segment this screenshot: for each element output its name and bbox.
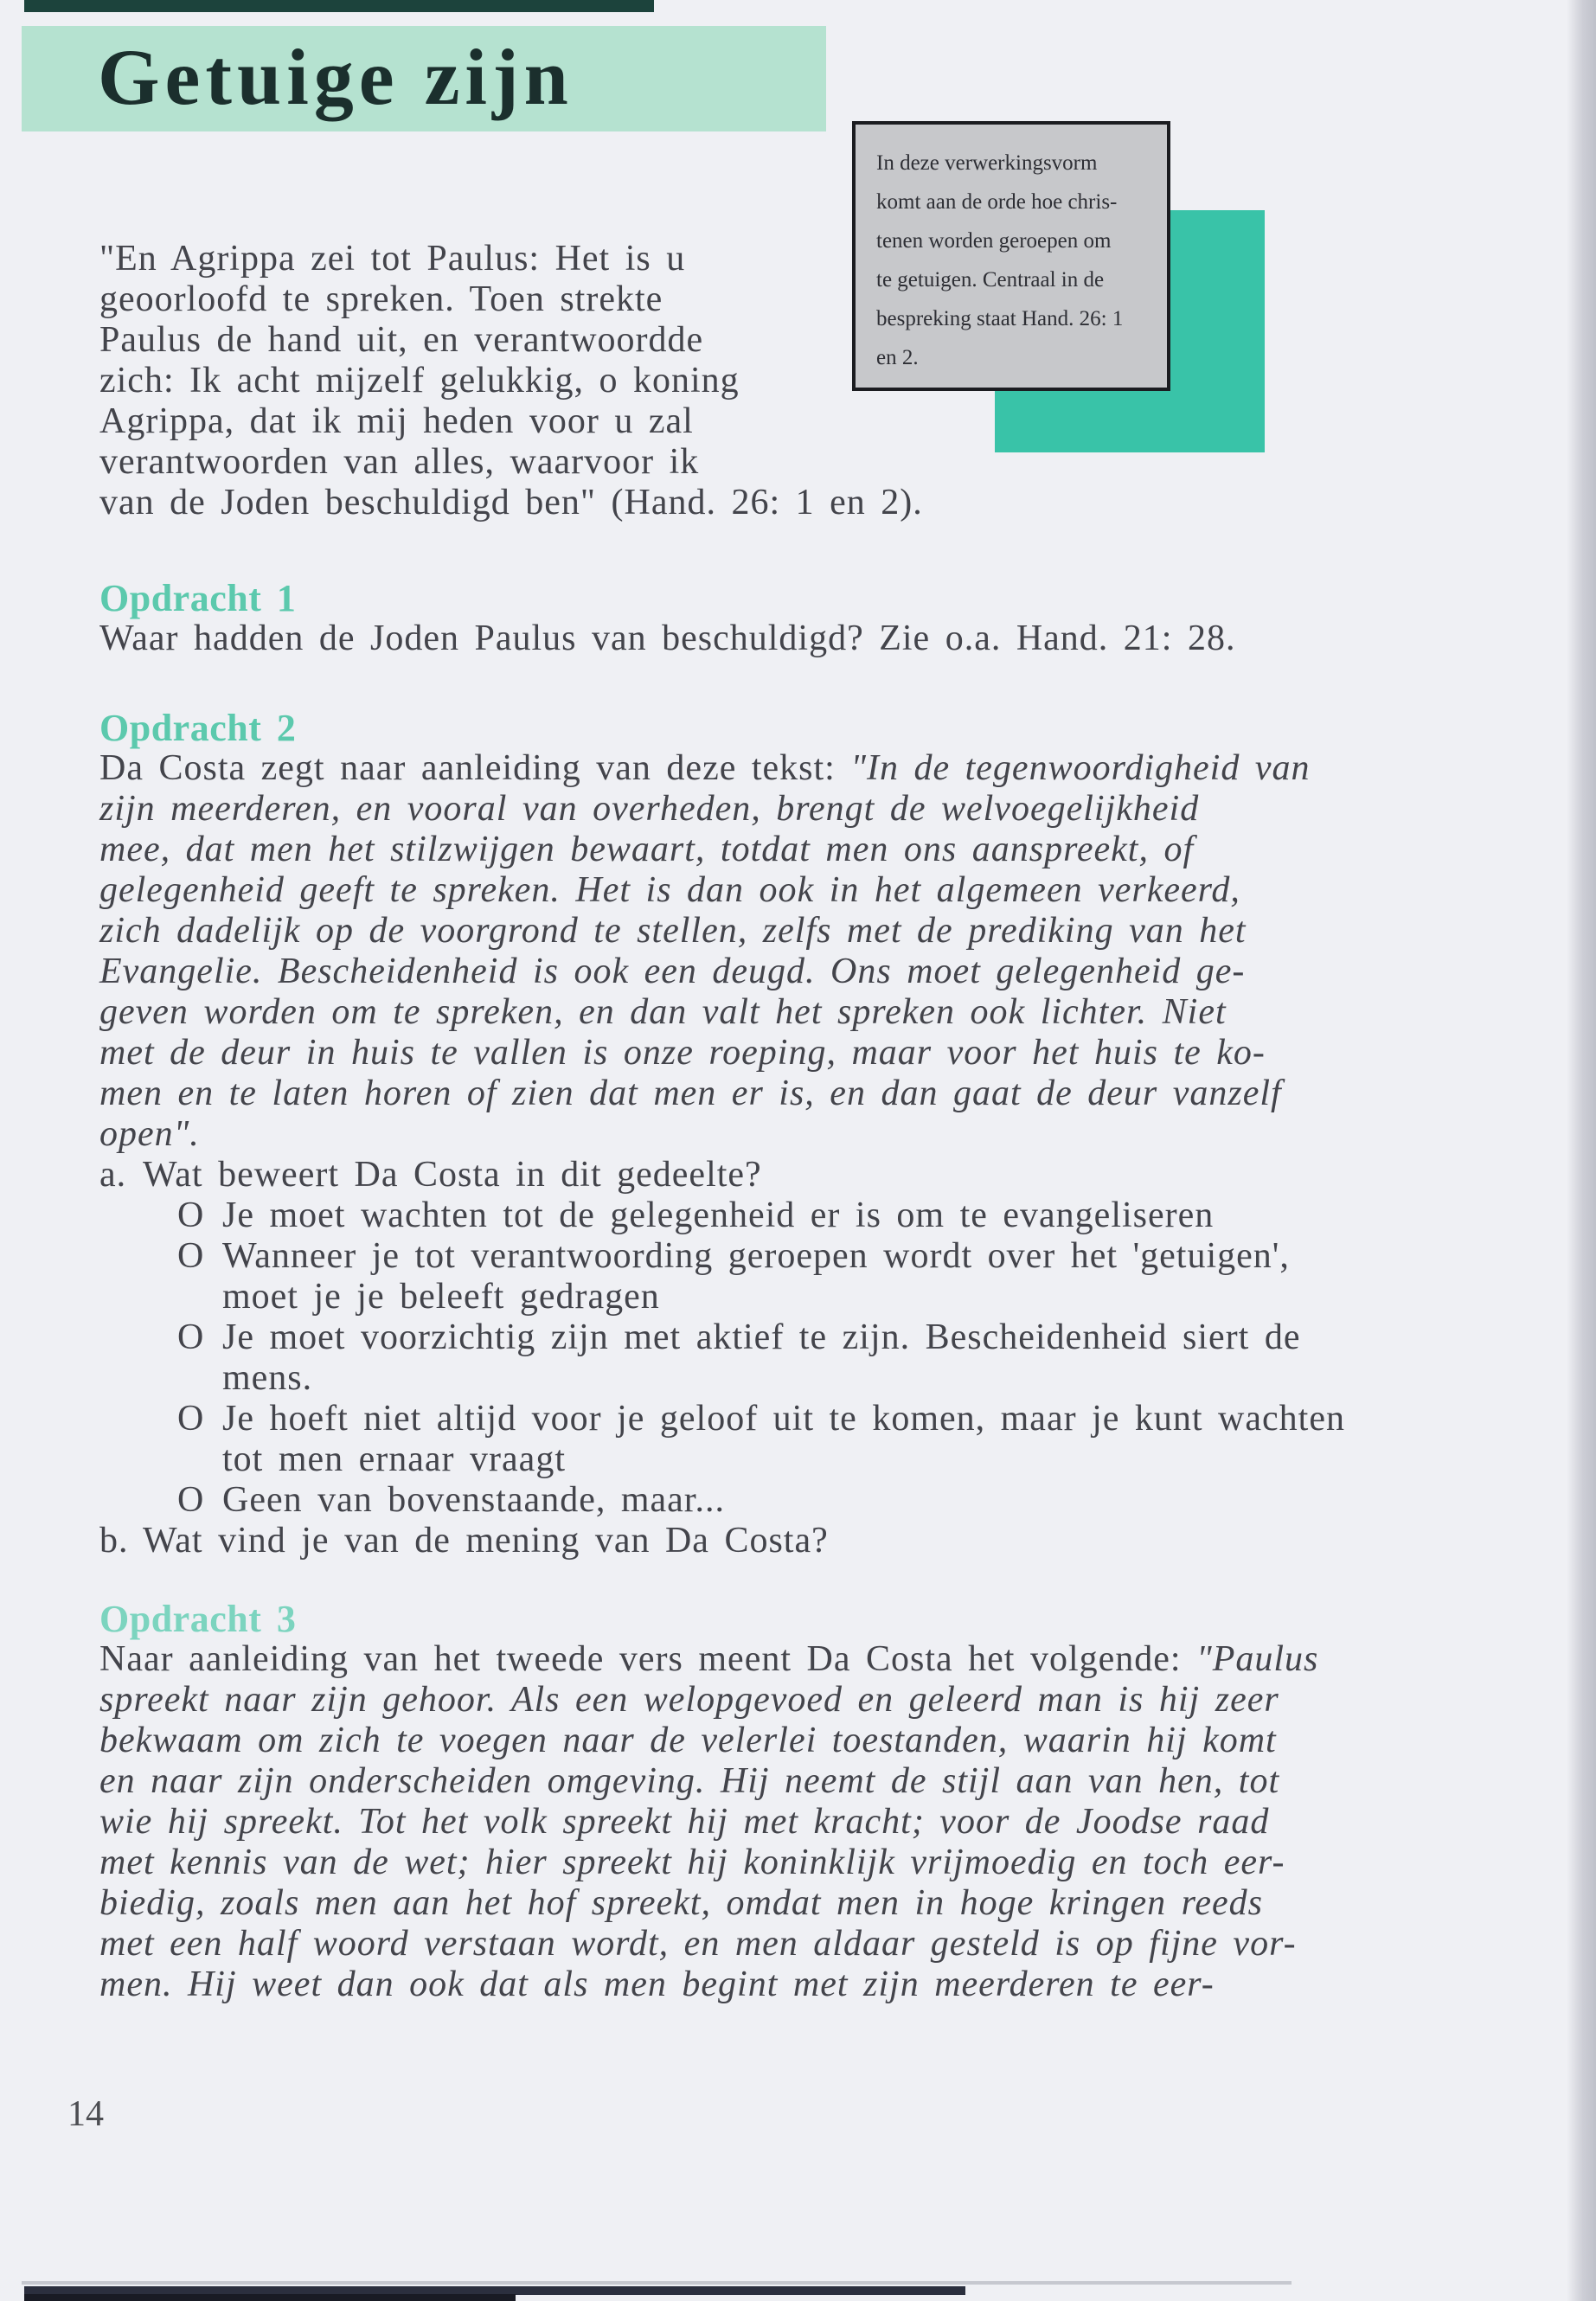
answer-option-circle: O	[177, 1236, 205, 1276]
answer-option-line: Je hoeft niet altijd voor je geloof uit te komen, maar je kunt wachten	[222, 1399, 1345, 1439]
paragraph-line: bekwaam om zich te voegen naar de velerlei toestanden, waarin hij komt	[99, 1721, 1277, 1760]
page-number: 14	[67, 2094, 104, 2134]
quote-line: Paulus de hand uit, en verantwoordde	[99, 320, 704, 360]
quote-line: geoorloofd te spreken. Toen strekte	[99, 279, 663, 319]
bottom-dark-band-segment	[24, 2294, 516, 2301]
question-a	[99, 1155, 1345, 1195]
answer-option	[177, 1480, 1345, 1521]
quote-line: van de Joden beschuldigd ben" (Hand. 26: 1 en 2).	[99, 483, 923, 522]
answer-option-line: Je moet wachten tot de gelegenheid er is om te evangeliseren	[222, 1195, 1215, 1235]
quote-line: Agrippa, dat ik mij heden voor u zal	[99, 401, 694, 441]
answer-option-circle: O	[177, 1195, 205, 1235]
question-b-label: b.	[99, 1521, 129, 1561]
section-opdracht-1	[99, 578, 1235, 659]
paragraph-line: zich dadelijk op de voorgrond te stellen, zelfs met de prediking van het	[99, 911, 1247, 951]
section-opdracht-3	[99, 1599, 1318, 2005]
paragraph-line: gelegenheid geeft te spreken. Het is dan ook in het algemeen verkeerd,	[99, 870, 1240, 910]
quote-start: "In de tegenwoordigheid van	[850, 748, 1311, 788]
intro-text: Naar aanleiding van het tweede vers meent Da Costa het volgende:	[99, 1639, 1197, 1679]
opdracht-3-heading: Opdracht 3	[99, 1598, 297, 1640]
top-dark-band	[24, 0, 654, 12]
paragraph-line	[99, 1639, 1318, 1680]
paragraph-line: open".	[99, 1114, 200, 1154]
scripture-quote	[99, 239, 923, 523]
section-opdracht-2	[99, 708, 1345, 1561]
question-a-text: Wat beweert Da Costa in dit gedeelte?	[143, 1155, 762, 1195]
paragraph-line: met de deur in huis te vallen is onze roeping, maar voor het huis te ko-	[99, 1033, 1266, 1073]
answer-option-circle: O	[177, 1399, 205, 1439]
info-box-line: komt aan de orde hoe chris-	[876, 190, 1118, 214]
answer-options	[177, 1195, 1345, 1521]
paragraph-line: wie hij spreekt. Tot het volk spreekt hij met kracht; voor de Joodse raad	[99, 1802, 1270, 1842]
chapter-title-band	[22, 26, 826, 131]
answer-option	[177, 1399, 1345, 1480]
paragraph-line: Evangelie. Bescheidenheid is ook een deugd. Ons moet gelegenheid ge-	[99, 952, 1246, 991]
quote-start: "Paulus	[1196, 1639, 1319, 1679]
paragraph-line: spreekt naar zijn gehoor. Als een welopgevoed en geleerd man is hij zeer	[99, 1680, 1279, 1720]
answer-option-circle: O	[177, 1480, 205, 1520]
question-b	[99, 1521, 1345, 1561]
opdracht-1-body: Waar hadden de Joden Paulus van beschuldigd? Zie o.a. Hand. 21: 28.	[99, 619, 1236, 658]
answer-option	[177, 1195, 1345, 1236]
answer-option	[177, 1236, 1345, 1317]
question-a-label: a.	[99, 1155, 127, 1195]
answer-option-line: Je moet voorzichtig zijn met aktief te zijn. Bescheidenheid siert de	[222, 1317, 1301, 1357]
page-right-edge-shadow	[1567, 0, 1596, 2301]
question-b-text: Wat vind je van de mening van Da Costa?	[143, 1521, 829, 1561]
paragraph-line: geven worden om te spreken, en dan valt het spreken ook lichter. Niet	[99, 992, 1227, 1032]
paragraph-line: met kennis van de wet; hier spreekt hij koninklijk vrijmoedig en toch eer-	[99, 1843, 1285, 1882]
info-box-line: te getuigen. Centraal in de	[876, 268, 1105, 292]
paragraph-line: biedig, zoals men aan het hof spreekt, omdat men in hoge kringen reeds	[99, 1883, 1264, 1923]
paragraph-line: men en te laten horen of zien dat men er is, en dan gaat de deur vanzelf	[99, 1074, 1282, 1113]
paragraph-line: en naar zijn onderscheiden omgeving. Hij neemt de stijl aan van hen, tot	[99, 1761, 1280, 1801]
answer-option	[177, 1317, 1345, 1399]
quote-line: zich: Ik acht mijzelf gelukkig, o koning	[99, 361, 740, 401]
quote-line: "En Agrippa zei tot Paulus: Het is u	[99, 239, 686, 279]
info-box-line: bespreking staat Hand. 26: 1	[876, 307, 1124, 330]
quote-line: verantwoorden van alles, waarvoor ik	[99, 442, 700, 482]
opdracht-2-heading: Opdracht 2	[99, 707, 297, 749]
paragraph-line	[99, 748, 1345, 789]
info-box-line: en 2.	[876, 346, 919, 369]
intro-text: Da Costa zegt naar aanleiding van deze tekst:	[99, 748, 851, 788]
info-box-line: tenen worden geroepen om	[876, 229, 1112, 253]
info-box-line: In deze verwerkingsvorm	[876, 151, 1098, 175]
paragraph-line: met een half woord verstaan wordt, en men aldaar gesteld is op fijne vor-	[99, 1924, 1297, 1964]
paragraph-line: zijn meerderen, en vooral van overheden, brengt de welvoegelijkheid	[99, 789, 1200, 829]
paragraph-line: men. Hij weet dan ook dat als men begint met zijn meerderen te eer-	[99, 1965, 1215, 2004]
paragraph-line: mee, dat men het stilzwijgen bewaart, totdat men ons aanspreekt, of	[99, 830, 1195, 869]
answer-option-line: mens.	[222, 1358, 313, 1398]
answer-option-line: Wanneer je tot verantwoording geroepen wordt over het 'getuigen',	[222, 1236, 1290, 1276]
bottom-fold-line	[22, 2281, 1292, 2285]
answer-option-circle: O	[177, 1317, 205, 1357]
answer-option-line: Geen van bovenstaande, maar...	[222, 1480, 725, 1520]
answer-option-line: moet je je beleeft gedragen	[222, 1277, 660, 1317]
page-title: Getuige zijn	[98, 33, 574, 121]
opdracht-1-heading: Opdracht 1	[99, 577, 297, 619]
answer-option-line: tot men ernaar vraagt	[222, 1439, 566, 1479]
